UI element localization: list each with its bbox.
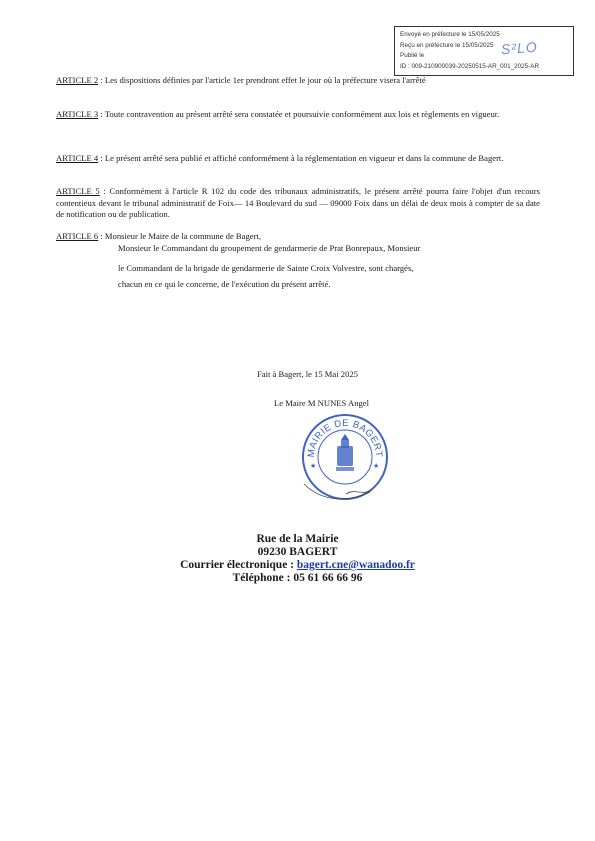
article-6-line-4: chacun en ce qui le concerne, de l'exécution du présent arrêté. [118, 279, 331, 289]
stamp-received-line: Reçu en préfecture le 15/05/2025 [400, 41, 494, 49]
article-6-line-3: le Commandant de la brigade de gendarmerie de Sainte Croix Volvestre, sont chargés, [118, 263, 414, 273]
svg-text:★: ★ [310, 462, 317, 470]
article-6-line-2: Monsieur le Commandant du groupement de gendarmerie de Prat Bonrepaux, Monsieur [118, 243, 421, 253]
seal-emblem [336, 434, 354, 471]
stamp-published-line: Publié le [400, 52, 425, 59]
prefecture-stamp [394, 26, 574, 76]
email-label: Courrier électronique : [180, 559, 297, 571]
article-5 [56, 186, 540, 221]
article-label: ARTICLE 5 [56, 186, 100, 196]
article-text: : Monsieur le Maire de la commune de Bagert, [98, 231, 261, 241]
footer-phone: Téléphone : 05 61 66 66 96 [232, 572, 363, 584]
article-label: ARTICLE 4 [56, 153, 99, 163]
article-label: ARTICLE 3 [56, 109, 99, 119]
handwritten-mark: S²LO [500, 38, 539, 58]
seal-text: MAIRIE DE BAGERT [305, 417, 385, 458]
footer-city: 09230 BAGERT [257, 546, 338, 558]
article-text: : Toute contravention au présent arrêté sera constatée et poursuivie conformément aux lois et règlements en vigueur. [98, 109, 500, 119]
footer-street: Rue de la Mairie [256, 533, 339, 545]
email-link[interactable]: bagert.cne@wanadoo.fr [296, 559, 415, 571]
mayor-seal [300, 412, 390, 502]
mayor-name: Le Maire M NUNES Angel [274, 398, 369, 408]
article-label: ARTICLE 2 [56, 75, 99, 85]
article-text: : Le présent arrêté sera publié et affiché conformément à la réglementation en vigueur et dans la commune de Bagert. [98, 153, 504, 163]
article-6 [56, 231, 540, 243]
article-label: ARTICLE 6 [56, 231, 99, 241]
stamp-id-line: ID : 009-210900039-20250515-AR_001_2025-AR [400, 62, 539, 70]
article-4 [56, 153, 540, 165]
article-2 [56, 75, 540, 87]
stamp-sent-line: Envoyé en préfecture le 15/05/2025 [400, 31, 500, 38]
place-date: Fait à Bagert, le 15 Mai 2025 [257, 369, 358, 379]
article-text: : Les dispositions définies par l'article 1er prendront effet le jour où la préfecture visera l'arrêté [98, 75, 426, 85]
article-text: : Conformément à l'article R 102 du code des tribunaux administratifs, le présent arrêté pourra faire l'objet d'un recours contentieux devant le tribunal administratif de Foix— 14 Boulevard du sud — 09000 Foix dans un délai de deux mois à compter de sa date de notification ou de publication. [56, 186, 540, 219]
svg-text:★: ★ [373, 462, 380, 470]
article-3 [56, 109, 540, 121]
footer-email-line [0, 559, 595, 573]
